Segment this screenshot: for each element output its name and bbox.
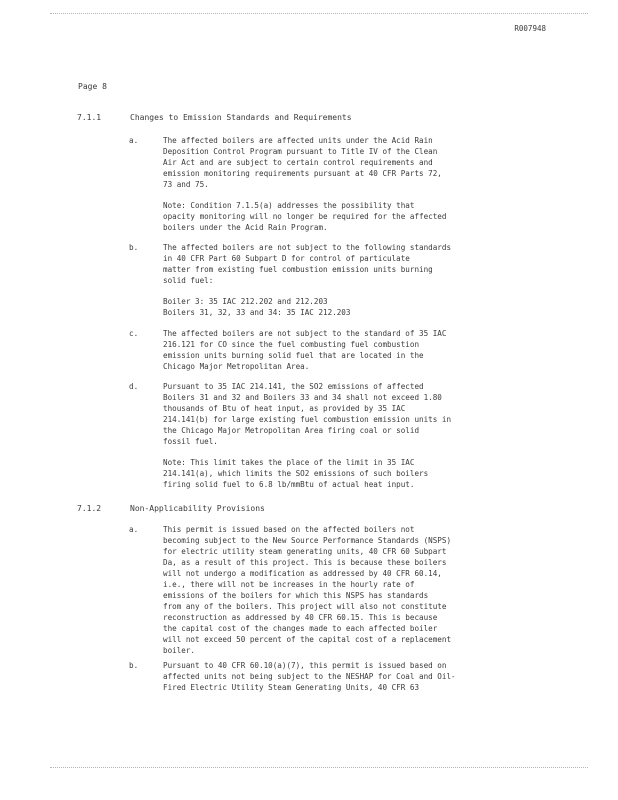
bottom-scan-border — [50, 767, 588, 768]
section-title: Non-Applicability Provisions — [130, 504, 265, 513]
section-number: 7.1.1 — [77, 113, 102, 122]
list-item — [129, 524, 524, 656]
item-paragraph: Pursuant to 35 IAC 214.141, the SO2 emissions of affected Boilers 31 and 32 and Boilers 33 and 34 shall not exceed 1.80 thousands of Btu of heat input, as provided by 35 IAC 214.141(b) for large existing fuel combustion emission units in the Chicago Major Metropolitan Area firing coal or solid fossil fuel. — [163, 382, 452, 446]
list-item — [129, 660, 524, 693]
item-paragraph: The affected boilers are not subject to the following standards in 40 CFR Part 60 Subpart D for control of particulate matter from existing fuel combustion emission units burning solid fuel: — [163, 243, 452, 285]
list-item — [129, 135, 524, 233]
list-item — [129, 328, 524, 372]
document-id: R007948 — [514, 24, 546, 33]
item-paragraph: Pursuant to 40 CFR 60.10(a)(7), this permit is issued based on affected units not being subject to the NESHAP for Coal and Oil- Fired Electric Utility Steam Generating Units, 40 CFR 63 — [163, 661, 456, 692]
item-letter: b. — [129, 243, 139, 252]
list-item — [129, 381, 524, 490]
page-number: Page 8 — [78, 82, 107, 91]
section-title: Changes to Emission Standards and Requirements — [130, 113, 352, 122]
top-scan-border — [50, 13, 588, 14]
list-item — [129, 242, 524, 318]
item-paragraph: The affected boilers are not subject to the standard of 35 IAC 216.121 for CO since the fuel combusting fuel combustion emission units burning solid fuel that are located in the Chicago Major Metropolitan Area. — [163, 329, 447, 371]
item-letter: a. — [129, 525, 139, 534]
item-paragraph: Boiler 3: 35 IAC 212.202 and 212.203 Boilers 31, 32, 33 and 34: 35 IAC 212.203 — [163, 297, 351, 317]
item-letter: a. — [129, 136, 139, 145]
item-paragraph: The affected boilers are affected units under the Acid Rain Deposition Control Program pursuant to Title IV of the Clean Air Act and are subject to certain control requirements and emission monitoring requirements pursuant at 40 CFR Parts 72, 73 and 75. — [163, 136, 442, 189]
item-letter: b. — [129, 661, 139, 670]
item-paragraph: Note: Condition 7.1.5(a) addresses the possibility that opacity monitoring will no longer be required for the affected boilers under the Acid Rain Program. — [163, 201, 447, 232]
item-letter: c. — [129, 329, 139, 338]
section-number: 7.1.2 — [77, 504, 102, 513]
item-letter: d. — [129, 382, 139, 391]
item-paragraph: This permit is issued based on the affected boilers not becoming subject to the New Source Performance Standards (NSPS) for electric utility steam generating units, 40 CFR 60 Subpart Da, as a result of this project. This is because these boilers will not undergo a modification as addressed by 40 CFR 60.14, i.e., there will not be increases in the hourly rate of emissions of the boilers for which this NSPS has standards from any of the boilers. This project will also not constitute reconstruction as addressed by 40 CFR 60.15. This is because the capital cost of the changes made to each affected boiler will not exceed 50 percent of the capital cost of a replacement boiler. — [163, 525, 452, 655]
item-paragraph: Note: This limit takes the place of the limit in 35 IAC 214.141(a), which limits the SO2 emissions of such boilers firing solid fuel to 6.8 lb/mmBtu of actual heat input. — [163, 458, 429, 489]
